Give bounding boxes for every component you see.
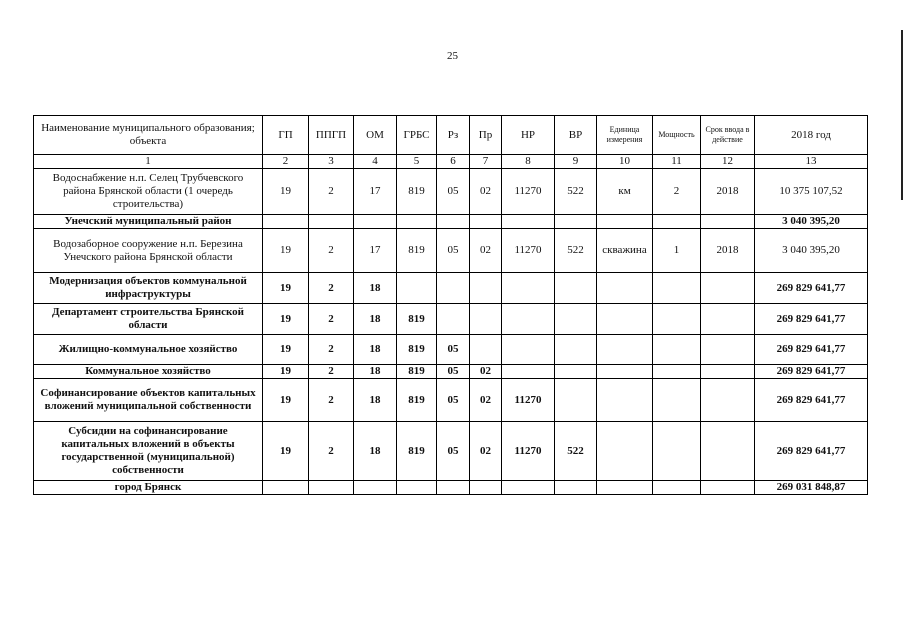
cell-power xyxy=(653,379,701,422)
cell-term xyxy=(701,273,755,304)
cell-rz: 05 xyxy=(437,422,470,481)
cell-nr xyxy=(502,335,555,365)
cell-nr xyxy=(502,215,555,229)
cell-ppgp xyxy=(309,481,354,495)
cell-rz: 05 xyxy=(437,169,470,215)
column-number: 5 xyxy=(397,155,437,169)
cell-amount: 3 040 395,20 xyxy=(755,215,868,229)
column-number: 13 xyxy=(755,155,868,169)
cell-gp: 19 xyxy=(263,365,309,379)
cell-name: Субсидии на софинансирование капитальных вложений в объекты государственной (муниципальной) собственности xyxy=(34,422,263,481)
header-year: 2018 год xyxy=(755,116,868,155)
header-rz: Рз xyxy=(437,116,470,155)
cell-rz xyxy=(437,304,470,335)
cell-amount: 269 829 641,77 xyxy=(755,273,868,304)
cell-ppgp xyxy=(309,215,354,229)
cell-term xyxy=(701,335,755,365)
cell-om xyxy=(354,481,397,495)
cell-unit xyxy=(597,273,653,304)
cell-om: 17 xyxy=(354,169,397,215)
cell-grbs: 819 xyxy=(397,229,437,273)
cell-om xyxy=(354,215,397,229)
cell-gp: 19 xyxy=(263,229,309,273)
cell-om: 18 xyxy=(354,335,397,365)
cell-vr: 522 xyxy=(555,169,597,215)
cell-unit: скважина xyxy=(597,229,653,273)
cell-pr xyxy=(470,481,502,495)
cell-rz xyxy=(437,273,470,304)
cell-pr xyxy=(470,304,502,335)
page-number: 25 xyxy=(447,50,458,62)
cell-ppgp: 2 xyxy=(309,422,354,481)
cell-pr xyxy=(470,273,502,304)
cell-vr xyxy=(555,335,597,365)
cell-amount: 10 375 107,52 xyxy=(755,169,868,215)
header-power: Мощность xyxy=(653,116,701,155)
cell-nr: 11270 xyxy=(502,169,555,215)
cell-nr xyxy=(502,365,555,379)
cell-pr: 02 xyxy=(470,229,502,273)
cell-ppgp: 2 xyxy=(309,273,354,304)
table-row xyxy=(34,229,868,273)
cell-term xyxy=(701,379,755,422)
cell-grbs: 819 xyxy=(397,169,437,215)
header-term: Срок ввода в действие xyxy=(701,116,755,155)
cell-vr xyxy=(555,215,597,229)
header-ppgp: ППГП xyxy=(309,116,354,155)
cell-name: Модернизация объектов коммунальной инфраструктуры xyxy=(34,273,263,304)
cell-term xyxy=(701,215,755,229)
column-number: 12 xyxy=(701,155,755,169)
cell-gp: 19 xyxy=(263,335,309,365)
cell-term xyxy=(701,365,755,379)
cell-vr xyxy=(555,304,597,335)
cell-nr xyxy=(502,273,555,304)
cell-term: 2018 xyxy=(701,229,755,273)
cell-name: город Брянск xyxy=(34,481,263,495)
cell-power xyxy=(653,365,701,379)
table-row xyxy=(34,422,868,481)
table-row xyxy=(34,481,868,495)
cell-unit xyxy=(597,365,653,379)
cell-vr: 522 xyxy=(555,229,597,273)
table-row xyxy=(34,379,868,422)
scan-edge-mark xyxy=(901,30,903,200)
cell-name: Водозаборное сооружение н.п. Березина Унечского района Брянской области xyxy=(34,229,263,273)
table-row xyxy=(34,273,868,304)
table-row xyxy=(34,365,868,379)
header-vr: ВР xyxy=(555,116,597,155)
header-name: Наименование муниципального образования; объекта xyxy=(34,116,263,155)
cell-unit xyxy=(597,481,653,495)
column-number: 6 xyxy=(437,155,470,169)
cell-name: Жилищно-коммунальное хозяйство xyxy=(34,335,263,365)
cell-grbs xyxy=(397,215,437,229)
cell-ppgp: 2 xyxy=(309,365,354,379)
cell-amount: 3 040 395,20 xyxy=(755,229,868,273)
cell-vr xyxy=(555,273,597,304)
cell-pr xyxy=(470,335,502,365)
cell-grbs xyxy=(397,481,437,495)
cell-ppgp: 2 xyxy=(309,169,354,215)
cell-term xyxy=(701,422,755,481)
column-number: 1 xyxy=(34,155,263,169)
cell-ppgp: 2 xyxy=(309,335,354,365)
cell-amount: 269 829 641,77 xyxy=(755,304,868,335)
header-om: ОМ xyxy=(354,116,397,155)
cell-power xyxy=(653,273,701,304)
cell-term: 2018 xyxy=(701,169,755,215)
cell-om: 17 xyxy=(354,229,397,273)
cell-power: 1 xyxy=(653,229,701,273)
cell-nr: 11270 xyxy=(502,379,555,422)
cell-gp: 19 xyxy=(263,273,309,304)
header-unit: Единица измерения xyxy=(597,116,653,155)
cell-rz: 05 xyxy=(437,379,470,422)
cell-pr: 02 xyxy=(470,379,502,422)
budget-table xyxy=(33,115,868,495)
cell-nr xyxy=(502,481,555,495)
table-row xyxy=(34,169,868,215)
table-body xyxy=(34,169,868,495)
cell-vr xyxy=(555,379,597,422)
cell-name: Софинансирование объектов капитальных вложений муниципальной собственности xyxy=(34,379,263,422)
cell-amount: 269 829 641,77 xyxy=(755,379,868,422)
column-number: 2 xyxy=(263,155,309,169)
cell-om: 18 xyxy=(354,304,397,335)
cell-name: Департамент строительства Брянской области xyxy=(34,304,263,335)
cell-om: 18 xyxy=(354,273,397,304)
column-number: 10 xyxy=(597,155,653,169)
header-gp: ГП xyxy=(263,116,309,155)
cell-pr: 02 xyxy=(470,169,502,215)
column-number: 7 xyxy=(470,155,502,169)
cell-unit xyxy=(597,422,653,481)
cell-rz: 05 xyxy=(437,335,470,365)
cell-gp: 19 xyxy=(263,379,309,422)
cell-grbs: 819 xyxy=(397,304,437,335)
table-header-row xyxy=(34,116,868,155)
cell-power xyxy=(653,215,701,229)
cell-name: Водоснабжение н.п. Селец Трубчевского района Брянской области (1 очередь строительства) xyxy=(34,169,263,215)
cell-amount: 269 031 848,87 xyxy=(755,481,868,495)
cell-gp xyxy=(263,481,309,495)
header-nr: НР xyxy=(502,116,555,155)
cell-rz xyxy=(437,215,470,229)
cell-pr: 02 xyxy=(470,365,502,379)
cell-amount: 269 829 641,77 xyxy=(755,422,868,481)
cell-grbs: 819 xyxy=(397,365,437,379)
cell-amount: 269 829 641,77 xyxy=(755,335,868,365)
cell-rz: 05 xyxy=(437,365,470,379)
cell-gp: 19 xyxy=(263,169,309,215)
cell-grbs: 819 xyxy=(397,422,437,481)
cell-power: 2 xyxy=(653,169,701,215)
cell-unit xyxy=(597,335,653,365)
table-row xyxy=(34,335,868,365)
table-row xyxy=(34,215,868,229)
cell-power xyxy=(653,481,701,495)
cell-unit xyxy=(597,304,653,335)
cell-rz: 05 xyxy=(437,229,470,273)
column-number: 8 xyxy=(502,155,555,169)
cell-term xyxy=(701,304,755,335)
cell-unit xyxy=(597,379,653,422)
cell-om: 18 xyxy=(354,365,397,379)
header-pr: Пр xyxy=(470,116,502,155)
cell-gp: 19 xyxy=(263,422,309,481)
cell-power xyxy=(653,335,701,365)
cell-unit xyxy=(597,215,653,229)
cell-power xyxy=(653,422,701,481)
header-grbs: ГРБС xyxy=(397,116,437,155)
cell-nr xyxy=(502,304,555,335)
column-number: 3 xyxy=(309,155,354,169)
cell-pr: 02 xyxy=(470,422,502,481)
column-number: 9 xyxy=(555,155,597,169)
cell-gp: 19 xyxy=(263,304,309,335)
cell-ppgp: 2 xyxy=(309,304,354,335)
cell-grbs: 819 xyxy=(397,379,437,422)
cell-vr: 522 xyxy=(555,422,597,481)
cell-unit: км xyxy=(597,169,653,215)
cell-nr: 11270 xyxy=(502,229,555,273)
cell-pr xyxy=(470,215,502,229)
cell-vr xyxy=(555,481,597,495)
cell-grbs: 819 xyxy=(397,335,437,365)
cell-name: Унечский муниципальный район xyxy=(34,215,263,229)
cell-gp xyxy=(263,215,309,229)
cell-grbs xyxy=(397,273,437,304)
cell-ppgp: 2 xyxy=(309,229,354,273)
table-row xyxy=(34,304,868,335)
cell-rz xyxy=(437,481,470,495)
cell-term xyxy=(701,481,755,495)
cell-om: 18 xyxy=(354,422,397,481)
column-number-row xyxy=(34,155,868,169)
column-number: 11 xyxy=(653,155,701,169)
cell-amount: 269 829 641,77 xyxy=(755,365,868,379)
cell-vr xyxy=(555,365,597,379)
cell-power xyxy=(653,304,701,335)
cell-om: 18 xyxy=(354,379,397,422)
column-number: 4 xyxy=(354,155,397,169)
cell-ppgp: 2 xyxy=(309,379,354,422)
cell-nr: 11270 xyxy=(502,422,555,481)
cell-name: Коммунальное хозяйство xyxy=(34,365,263,379)
